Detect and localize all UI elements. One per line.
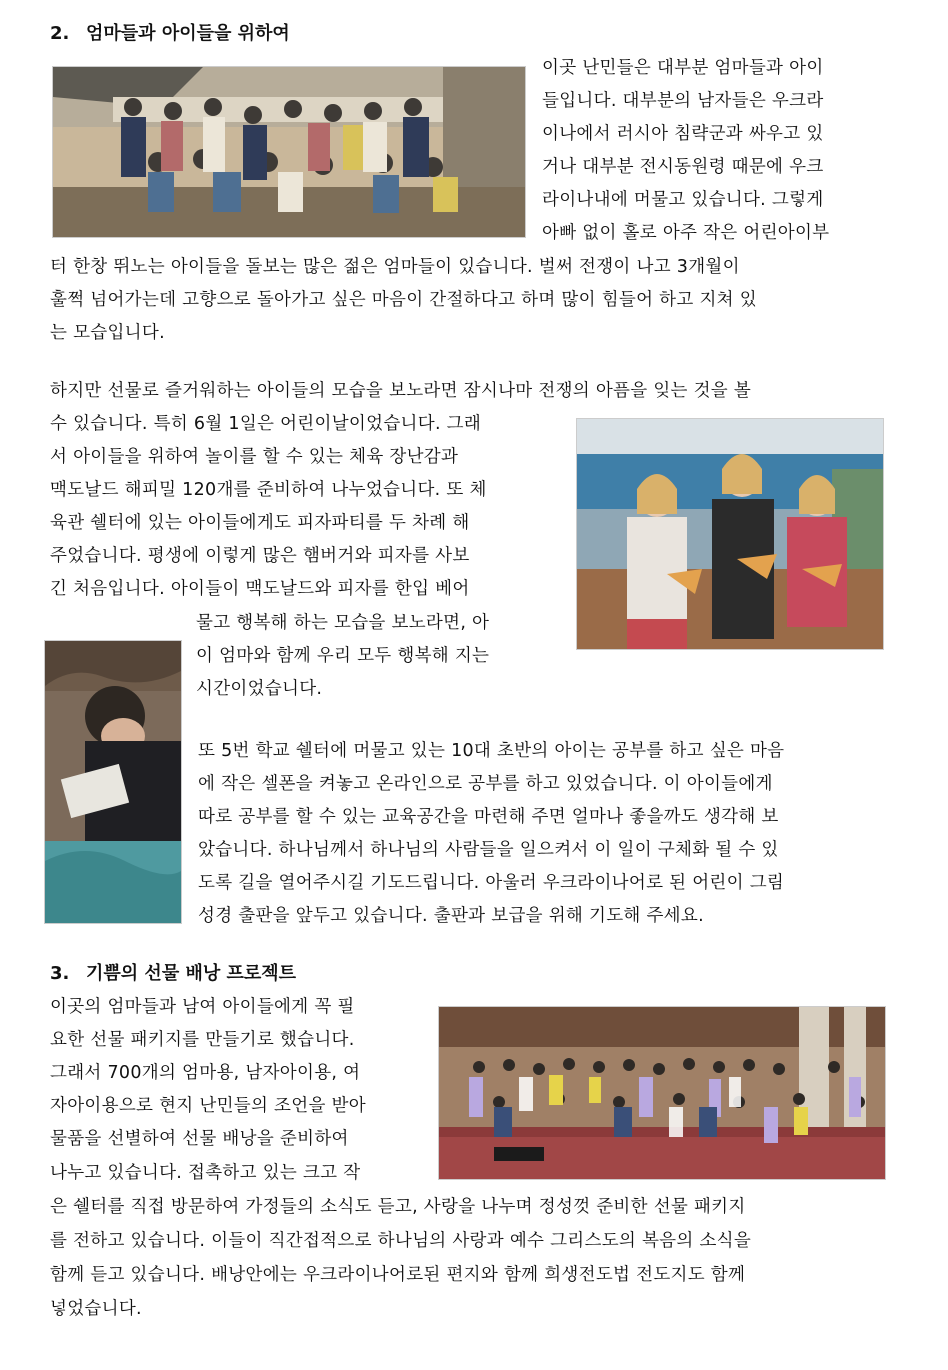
section-3-line-10: 넣었습니다. <box>50 1299 142 1319</box>
paragraph-1-line-5: 라이나내에 머물고 있습니다. 그렇게 <box>542 190 824 210</box>
paragraph-2-line-10: 시간이었습니다. <box>196 679 323 699</box>
paragraph-2-line-8: 물고 행복해 하는 모습을 보노라면, 아 <box>196 613 490 633</box>
paragraph-2-line-5: 육관 쉘터에 있는 아이들에게도 피자파티를 두 차례 해 <box>50 513 470 533</box>
paragraph-1-line-9: 는 모습입니다. <box>50 323 165 343</box>
boy-studying-photo <box>44 640 182 924</box>
backpack-group-photo <box>438 1006 886 1180</box>
girls-pizza-photo <box>576 418 884 650</box>
section-3-line-4: 자아이용으로 현지 난민들의 조언을 받아 <box>50 1096 366 1116</box>
paragraph-3-line-2: 에 작은 셀폰을 켜놓고 온라인으로 공부를 하고 있었습니다. 이 아이들에게 <box>198 774 773 794</box>
paragraph-1-line-8: 훌쩍 넘어가는데 고향으로 돌아가고 싶은 마음이 간절하다고 하며 많이 힘들어 하고 지쳐 있 <box>50 290 757 310</box>
section-3-line-7: 은 쉘터를 직접 방문하여 가정들의 소식도 듣고, 사랑을 나누며 정성껏 준비한 선물 패키지 <box>50 1197 746 1217</box>
paragraph-2-line-7: 긴 처음입니다. 아이들이 맥도날드와 피자를 한입 베어 <box>50 579 470 599</box>
paragraph-2-line-9: 이 엄마와 함께 우리 모두 행복해 지는 <box>196 646 490 666</box>
paragraph-3-line-4: 았습니다. 하나님께서 하나님의 사람들을 일으켜서 이 일이 구체화 될 수 있 <box>198 840 779 860</box>
paragraph-2-line-4: 맥도날드 해피밀 120개를 준비하여 나누었습니다. 또 체 <box>50 480 487 500</box>
section-3-line-9: 함께 듣고 있습니다. 배낭안에는 우크라이나어로된 편지와 함께 희생전도법 전도지도 함께 <box>50 1265 746 1285</box>
paragraph-1-line-4: 거나 대부분 전시동원령 때문에 우크 <box>542 157 824 177</box>
paragraph-3-line-3: 따로 공부를 할 수 있는 교육공간을 마련해 주면 얼마나 좋을까도 생각해 보 <box>198 807 779 827</box>
paragraph-3-line-5: 도록 길을 열어주시길 기도드립니다. 아울러 우크라이나어로 된 어린이 그림 <box>198 873 785 893</box>
paragraph-2-line-2: 수 있습니다. 특히 6월 1일은 어린이날이었습니다. 그래 <box>50 414 482 434</box>
section-3-line-8: 를 전하고 있습니다. 이들이 직간접적으로 하나님의 사랑과 예수 그리스도의 복음의 소식을 <box>50 1231 752 1251</box>
paragraph-2-line-3: 서 아이들을 위하여 놀이를 할 수 있는 체육 장난감과 <box>50 447 459 467</box>
paragraph-1-line-1: 이곳 난민들은 대부분 엄마들과 아이 <box>542 58 824 78</box>
section-3-line-5: 물품을 선별하여 선물 배낭을 준비하여 <box>50 1129 349 1149</box>
section-3-number: 3. <box>50 963 70 984</box>
paragraph-2-line-6: 주었습니다. 평생에 이렇게 많은 햄버거와 피자를 사보 <box>50 546 470 566</box>
paragraph-1-line-3: 이나에서 러시아 침략군과 싸우고 있 <box>542 124 824 144</box>
paragraph-1-line-6: 아빠 없이 홀로 아주 작은 어린아이부 <box>542 223 830 243</box>
section-2-title: 엄마들과 아이들을 위하여 <box>86 23 290 44</box>
section-3-heading <box>50 962 296 986</box>
group-photo-mothers-children <box>52 66 526 238</box>
paragraph-1-line-2: 들입니다. 대부분의 남자들은 우크라 <box>542 91 824 111</box>
section-3-line-6: 나누고 있습니다. 접촉하고 있는 크고 작 <box>50 1163 361 1183</box>
paragraph-3-line-6: 성경 출판을 앞두고 있습니다. 출판과 보급을 위해 기도해 주세요. <box>198 906 704 926</box>
paragraph-3-line-1: 또 5번 학교 쉘터에 머물고 있는 10대 초반의 아이는 공부를 하고 싶은 마음 <box>198 741 785 761</box>
section-3-line-3: 그래서 700개의 엄마용, 남자아이용, 여 <box>50 1063 361 1083</box>
section-2-heading <box>50 22 290 46</box>
section-2-number: 2. <box>50 23 70 44</box>
paragraph-1-line-7: 터 한창 뛰노는 아이들을 돌보는 많은 젊은 엄마들이 있습니다. 벌써 전쟁이 나고 3개월이 <box>50 257 740 277</box>
section-3-line-2: 요한 선물 패키지를 만들기로 했습니다. <box>50 1030 355 1050</box>
section-3-title: 기쁨의 선물 배낭 프로젝트 <box>86 963 297 984</box>
section-3-line-1: 이곳의 엄마들과 남여 아이들에게 꼭 필 <box>50 997 355 1017</box>
paragraph-2-line-1: 하지만 선물로 즐거워하는 아이들의 모습을 보노라면 잠시나마 전쟁의 아픔을 잊는 것을 볼 <box>50 381 752 401</box>
